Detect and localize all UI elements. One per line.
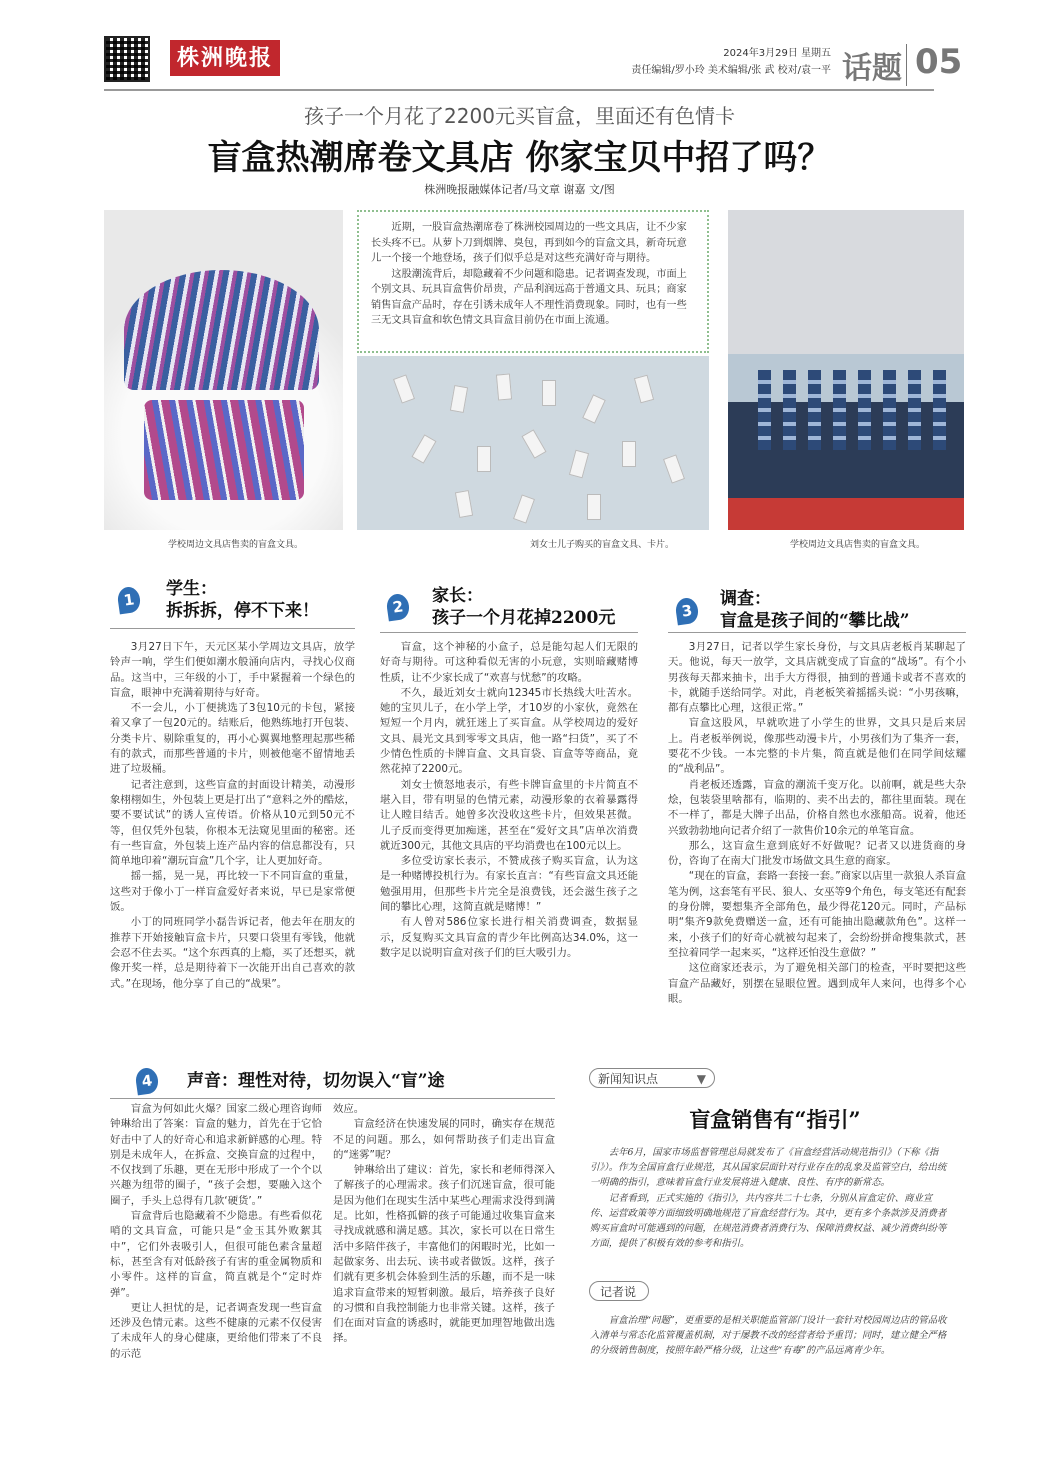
section-number-badge: 3 [674, 597, 699, 626]
header-divider [906, 44, 907, 86]
photo-item [582, 394, 606, 423]
paragraph: 3月27日，记者以学生家长身份，与文具店老板肖某聊起了天。他说，每天一放学，文具店就变成了盲盒的“战场”。有个小男孩每天都来抽卡，出手大方得很，抽到的普通卡或者不喜欢的卡，就随手送给同学。对此，肖老板笑着摇摇头说：“小男孩嘛，都有点攀比心理，这很正常。” [668, 641, 966, 715]
section-heading [432, 585, 615, 629]
news-knowledge-tag [589, 1068, 715, 1088]
paragraph: 更让人担忧的是，记者调查发现一些盲盒还涉及色情元素。这些不健康的元素不仅侵害了未成年人的身心健康，更给他们带来了不良的示范 [110, 1301, 322, 1360]
photo-item [477, 446, 491, 472]
column-section-4a [110, 1102, 322, 1362]
paragraph: 盲盒，这个神秘的小盒子，总是能勾起人们无限的好奇与期待。可这种看似无害的小玩意，实则暗藏赌博性质，让不少家长成了“欢喜与忧愁”的攻略。 [380, 641, 638, 684]
photo-store-shelf [728, 210, 964, 530]
section-number-badge: 4 [134, 1067, 159, 1096]
newspaper-logo: 株洲晚报 [170, 40, 280, 76]
news-knowledge-label: 新闻知识点 [598, 1072, 659, 1086]
photo-caption: 学校周边文具店售卖的盲盒文具。 [168, 540, 304, 550]
paragraph: 这位商家还表示，为了避免相关部门的检查，平时要把这些盲盒产品藏好，别摆在显眼位置。遇到成年人来问，也得多个心眼。 [668, 962, 966, 1005]
section-rule [668, 632, 966, 633]
photo-item [569, 450, 589, 479]
section-rule [110, 628, 355, 629]
photo-item [933, 370, 946, 450]
photo-item [587, 494, 601, 520]
intro-box [357, 210, 709, 353]
section-label: 话题 [842, 51, 902, 86]
photo-item [622, 441, 636, 467]
photo-card-fan-bottom [144, 400, 304, 500]
issue-date: 2024年3月29日 星期五 [723, 48, 831, 59]
section-heading-line: 盲盒是孩子间的“攀比战” [720, 611, 910, 631]
paragraph: 摇一摇，晃一晃，再比较一下不同盲盒的重量，这些对于像小丁一样盲盒爱好者来说，早已是家常便饭。 [110, 870, 355, 914]
paragraph: 肖老板还透露，盲盒的潮流千变万化。以前啊，就是些大杂烩，包装袋里啥都有，临期的、卖不出去的，都往里面装。现在不一样了，都是大牌子出品，价格自然也水涨船高。说着，他还兴致勃勃地向记者介绍了一款售价10余元的单笔盲盒。 [668, 778, 966, 837]
section-number-badge: 1 [116, 586, 141, 615]
sidebar-title: 盲盒销售有“指引” [689, 1107, 861, 1132]
photo-item [833, 370, 846, 450]
photo-item [883, 370, 896, 450]
paragraph: 钟琳给出了建议：首先，家长和老师得深入了解孩子的心理需求。孩子们沉迷盲盒，很可能是因为他们在现实生活中某些心理需求没得到满足。比如，性格孤僻的孩子可能通过收集盲盒来寻找成就感和满足感。其次，家长可以在日常生活中多陪伴孩子，丰富他们的闲暇时光，比如一起做家务、出去玩、读书或者做饭。这样，孩子们就有更多机会体验到生活的乐趣，而不是一味追求盲盒带来的短暂刺激。最后，培养孩子良好的习惯和自我控制能力也非常关键。这样，孩子们在面对盲盒的诱惑时，就能更加理智地做出选择。 [333, 1164, 555, 1345]
reporter-says-body [590, 1313, 950, 1359]
photo-blind-box-items [357, 356, 709, 530]
section-heading-line: 孩子一个月花掉2200元 [432, 608, 616, 628]
photo-item [908, 370, 921, 450]
headline-title: 盲盒热潮席卷文具店 你家宝贝中招了吗？ [207, 138, 832, 178]
paragraph: “现在的盲盒，套路一套接一套。”商家以店里一款狼人杀盲盒笔为例，这套笔有平民、狼人、女巫等9个角色，每支笔还有配套的身份牌，要想集齐全部角色，最少得花120元。同时，产品标明“集齐9款免费赠送一盒，还有可能抽出隐藏款角色”。这样一来，小孩子们的好奇心就被勾起来了，会纷纷拼命搜集款式，甚至拉着同学一起来买，“这样还怕没生意做？” [668, 870, 966, 959]
reporter-says-tag [589, 1281, 649, 1301]
photo-item [808, 370, 821, 450]
column-section-2 [380, 640, 638, 961]
section-heading-line: 调查： [720, 589, 771, 609]
reporter-says-label: 记者说 [600, 1285, 637, 1299]
photo-caption: 学校周边文具店售卖的盲盒文具。 [790, 540, 926, 550]
issue-meta [631, 45, 831, 79]
editor-credits: 责任编辑/罗小玲 美术编辑/张 武 校对/袁一平 [631, 65, 831, 76]
triangle-down-icon: ▼ [696, 1072, 706, 1086]
photo-item [450, 385, 468, 413]
paragraph: 不久，最近刘女士就向12345市长热线大吐苦水。她的宝贝儿子，在小学上学，才10岁的小家伙，竟然在短短一个月内，就狂迷上了买盲盒。从学校周边的爱好文具、晨光文具到零零文具店，他一路“扫货”，买了不少情色性质的卡牌盲盒、文具盲袋、盲盒等等商品，竟然花掉了2200元。 [380, 686, 638, 776]
photo-item [634, 375, 654, 404]
section-heading-line: 学生： [166, 579, 217, 599]
photo-caption: 刘女士儿子购买的盲盒文具、卡片。 [530, 540, 675, 550]
photo-item [783, 370, 796, 450]
paragraph: 盲盒经济在快速发展的同时，确实存在规范不足的问题。那么，如何帮助孩子们走出盲盒的“迷雾”呢？ [333, 1118, 555, 1161]
paragraph: 盲盒治理“问题”，更重要的是相关职能监管部门设计一套针对校园周边店的管品收入清单与常态化监管覆盖机制，对于屡教不改的经营者给予重罚；同时，建立健全严格的分级销售制度，按照年龄严格分级，让这些“有毒”的产品远离青少年。 [590, 1315, 947, 1357]
paragraph: 3月27日下午，天元区某小学周边文具店，放学铃声一响，学生们便如潮水般涌向店内，寻找心仪商品。这当中，三年级的小丁，手中紧握着一个绿色的盲盒，眼神中充满着期待与好奇。 [110, 641, 355, 699]
paragraph: 不一会儿，小丁便挑选了3包10元的卡包，紧接着又拿了一包20元的。结账后，他熟练地打开包装、分类卡片、剔除重复的，再小心翼翼地整理起那些稀有的款式，而那些普通的卡片，则被他毫不留情地丢进了垃圾桶。 [110, 702, 355, 776]
photo-item [542, 380, 556, 406]
photo-item [513, 494, 535, 523]
section-heading: 声音：理性对待，切勿误入“盲”途 [187, 1071, 445, 1091]
page-number: 05 [915, 42, 963, 82]
paragraph: 小丁的同班同学小磊告诉记者，他去年在朋友的推荐下开始接触盲盒卡片，只要口袋里有零钱，他就会忍不住去买。“这个东西真的上瘾，买了还想买，就像开奖一样，总是期待着下一次能开出自己喜欢的款式。”在现场，他分享了自己的“战果”。 [110, 916, 355, 990]
header-rule [104, 89, 934, 91]
paragraph: 去年6月，国家市场监督管理总局就发布了《盲盒经营活动规范指引》（下称《指引》）。作为全国盲盒行业规范，其从国家层面针对行业存在的乱象及监管空白，给出统一明确的指引，意味着盲盒行业发展将进入健康、良性、有序的新常态。 [590, 1147, 947, 1189]
headline-subtitle: 孩子一个月花了2200元买盲盒，里面还有色情卡 [304, 104, 735, 128]
paragraph: 盲盒背后也隐藏着不少隐患。有些看似花哨的文具盲盒，可能只是“金玉其外败絮其中”，它们外表吸引人，但很可能色素含量超标，甚至含有对低龄孩子有害的重金属物质和小零件。这样的盲盒，简直就是个“定时炸弹”。 [110, 1210, 322, 1299]
column-section-3 [668, 640, 966, 1007]
photo-item [858, 370, 871, 450]
paragraph: 盲盒这股风，早就吹进了小学生的世界，文具只是后来居上。肖老板举例说，像那些动漫卡片，小男孩们为了集齐一套，要花不少钱。一本完整的卡片集，简直就是他们在同学间炫耀的“战利品”。 [668, 717, 966, 776]
photo-card-fan-top [124, 270, 319, 390]
paragraph: 记者看到，正式实施的《指引》，共内容共二十七条，分别从盲盒定价、商业宣传、运营政策等方面细致明确地规范了盲盒经营行为。其中，更有多个条款涉及消费者购买盲盒时可能遇到的问题，在规范消费者消费行为、保障消费权益、减少消费纠纷等方面，提供了积极有效的参考和指引。 [590, 1192, 947, 1250]
byline: 株洲晚报融媒体记者/马文章 谢嘉 文/图 [424, 183, 615, 196]
sidebar-body [590, 1145, 950, 1251]
intro-paragraph: 这股潮流背后，却隐藏着不少问题和隐患。记者调查发现，市面上个别文具、玩具盲盒售价昂贵，产品利润远高于普通文具、玩具；商家销售盲盒产品时，存在引诱未成年人不理性消费现象。同时，也有一些三无文具盲盒和软色情文具盲盒目前仍在市面上流通。 [371, 268, 687, 326]
photo-item [521, 429, 546, 459]
paragraph: 盲盒为何如此火爆？国家二级心理咨询师钟琳给出了答案：盲盒的魅力，首先在于它恰好击中了人的好奇心和追求新鲜感的心理。特别是未成年人，在拆盒、交换盲盒的过程中，不仅找到了乐趣，更在无形中形成了一个个以兴趣为纽带的圈子，“孩子会想，要融入这个圈子，手头上总得有几款‘硬货’。” [110, 1103, 322, 1207]
section-heading [166, 578, 319, 622]
qr-code [104, 36, 150, 82]
photo-item [455, 490, 473, 518]
intro-paragraph: 近期，一股盲盒热潮席卷了株洲校园周边的一些文具店，让不少家长头疼不已。从萝卜刀到烟牌、臭包，再到如今的盲盒文具，新奇玩意儿一个接一个地登场，孩子们似乎总是对这些充满好奇与期待。 [371, 222, 687, 264]
column-section-1 [110, 640, 355, 992]
photo-item [393, 374, 415, 403]
photo-item [663, 454, 685, 483]
photo-item [496, 373, 512, 400]
paragraph: 刘女士愤怒地表示，有些卡牌盲盒里的卡片简直不堪入目，带有明显的色情元素，动漫形象的衣着暴露得让人瞠目结舌。她曾多次没收这些卡片，但效果甚微。儿子反而变得更加痴迷，甚至在“爱好文具”店单次消费就近300元，其他文具店的平均消费也在100元以上。 [380, 778, 638, 852]
photo-cards-fan [104, 210, 343, 530]
section-number-badge: 2 [385, 593, 410, 622]
paragraph: 多位受访家长表示，不赞成孩子购买盲盒，认为这是一种赌博投机行为。有家长直言：“有些盲盒文具还能勉强用用，但那些卡片完全是浪费钱，还会滋生孩子之间的攀比心理，这简直就是赌博！” [380, 855, 638, 914]
paragraph: 有人曾对586位家长进行相关消费调查，数据显示，反复购买文具盲盒的青少年比例高达34.0%，这一数字足以说明盲盒对孩子们的巨大吸引力。 [380, 916, 638, 959]
paragraph: 效应。 [333, 1103, 365, 1115]
section-heading [720, 588, 910, 632]
section-heading-line: 家长： [432, 586, 483, 606]
section-rule [110, 1098, 555, 1099]
paragraph: 那么，这盲盒生意到底好不好做呢？记者又以进货商的身份，咨询了在南大门批发市场做文具生意的商家。 [668, 839, 966, 868]
section-heading-line: 拆拆拆，停不下来！ [166, 601, 319, 621]
photo-item [758, 370, 771, 450]
section-rule [380, 632, 638, 633]
paragraph: 记者注意到，这些盲盒的封面设计精美，动漫形象栩栩如生，外包装上更是打出了“意料之外的酷炫，要不要试试”的诱人宣传语。价格从10元到50元不等，但仅凭外包装，你根本无法窥见里面的秘密。还有一些盲盒，外包装上连产品内容的信息都没有，只简单地印着“潮玩盲盒”几个字，让人更加好奇。 [110, 778, 355, 868]
column-section-4b [333, 1102, 555, 1347]
photo-item [411, 434, 436, 464]
